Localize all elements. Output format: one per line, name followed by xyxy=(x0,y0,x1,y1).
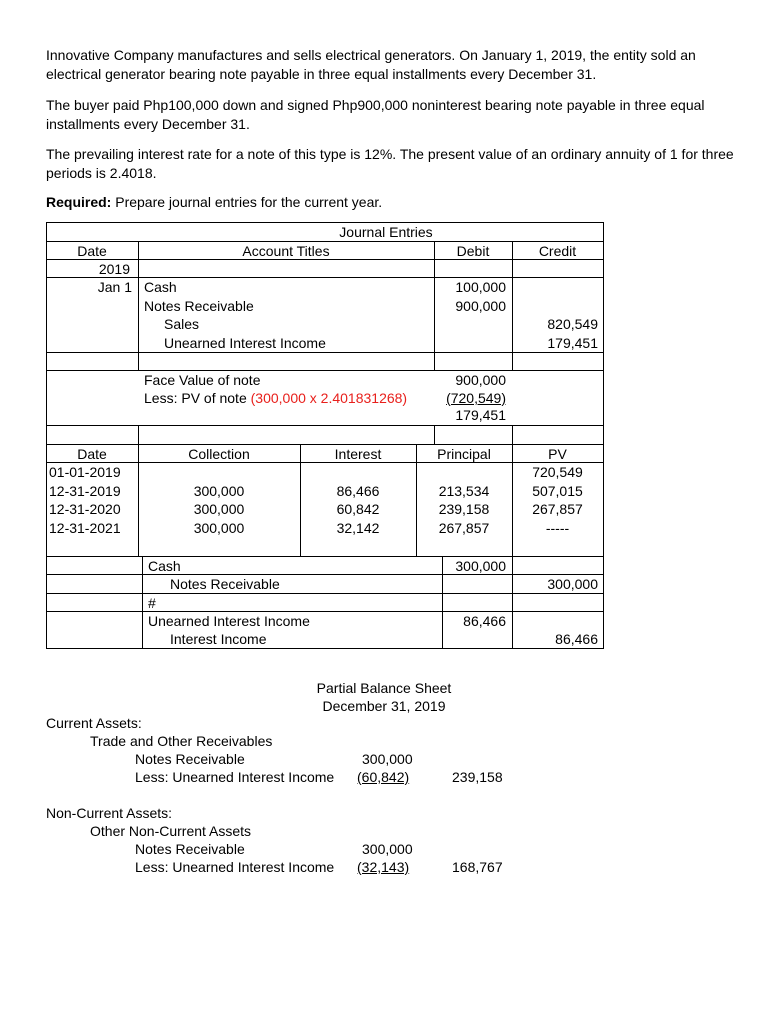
current-less-value: (60,842) xyxy=(357,769,410,785)
required-text: Prepare journal entries for the current year. xyxy=(111,194,383,210)
journal-row-account: Unearned Interest Income xyxy=(164,335,326,351)
entry-debit: 86,466 xyxy=(463,613,506,629)
schedule-interest: 32,142 xyxy=(336,520,380,536)
journal-title: Journal Entries xyxy=(339,224,433,240)
journal-row-account: Notes Receivable xyxy=(144,298,254,314)
schedule-header-pv: PV xyxy=(548,446,567,462)
schedule-pv: 267,857 xyxy=(532,501,583,517)
intro-paragraph-3: The prevailing interest rate for a note of this type is 12%. The present value of an ordinary annuity of 1 for three periods is 2.4018. xyxy=(46,146,734,181)
schedule-principal: 213,534 xyxy=(438,483,490,499)
entry-debit: 300,000 xyxy=(455,558,506,574)
journal-row-credit: 820,549 xyxy=(547,316,598,332)
entry-credit: 86,466 xyxy=(555,631,598,647)
journal-year: 2019 xyxy=(98,261,130,277)
difference-amount: 179,451 xyxy=(455,407,506,423)
entry-account: Cash xyxy=(148,558,181,574)
schedule-pv: ----- xyxy=(545,520,570,536)
journal-row-account: Sales xyxy=(164,316,200,332)
pv-amount: (720,549) xyxy=(446,390,506,406)
pv-formula: (300,000 x 2.401831268) xyxy=(250,390,408,406)
face-value-label: Face Value of note xyxy=(144,372,261,388)
current-group: Trade and Other Receivables xyxy=(90,733,273,749)
header-debit: Debit xyxy=(456,243,490,259)
schedule-collection: 300,000 xyxy=(193,501,245,517)
current-nr-label: Notes Receivable xyxy=(135,751,245,767)
current-nr-value: 300,000 xyxy=(362,751,413,767)
schedule-interest: 86,466 xyxy=(336,483,380,499)
schedule-date: 12-31-2021 xyxy=(49,520,121,536)
journal-date: Jan 1 xyxy=(97,279,132,295)
noncurrent-nr-value: 300,000 xyxy=(362,841,413,857)
schedule-header-collection: Collection xyxy=(188,446,250,462)
schedule-principal: 239,158 xyxy=(438,501,490,517)
balance-sheet-date: December 31, 2019 xyxy=(322,698,446,714)
face-value-amount: 900,000 xyxy=(455,372,506,388)
entry-account: Unearned Interest Income xyxy=(148,613,310,629)
current-net-value: 239,158 xyxy=(452,769,503,785)
noncurrent-nr-label: Notes Receivable xyxy=(135,841,245,857)
schedule-date: 12-31-2019 xyxy=(49,483,121,499)
schedule-header-principal: Principal xyxy=(437,446,491,462)
noncurrent-less-value: (32,143) xyxy=(357,859,410,875)
journal-row-debit: 100,000 xyxy=(455,279,506,295)
journal-row-account: Cash xyxy=(144,279,177,295)
schedule-date: 01-01-2019 xyxy=(49,464,121,480)
schedule-pv: 507,015 xyxy=(532,483,583,499)
header-credit: Credit xyxy=(538,243,577,259)
schedule-interest: 60,842 xyxy=(336,501,380,517)
schedule-header-interest: Interest xyxy=(334,446,382,462)
entry-account: # xyxy=(148,595,156,611)
schedule-collection: 300,000 xyxy=(193,483,245,499)
header-date: Date xyxy=(77,243,107,259)
journal-row-credit: 179,451 xyxy=(547,335,598,351)
pv-label: Less: PV of note xyxy=(144,390,251,406)
balance-sheet-title: Partial Balance Sheet xyxy=(316,680,452,696)
intro-paragraph-2: The buyer paid Php100,000 down and signed Php900,000 noninterest bearing note payable in three equal installments every December 31. xyxy=(46,97,705,132)
noncurrent-less-label: Less: Unearned Interest Income xyxy=(135,859,335,875)
noncurrent-net-value: 168,767 xyxy=(452,859,503,875)
intro-paragraph-1: Innovative Company manufactures and sells electrical generators. On January 1, 2019, the entity sold an electrical generator bearing note payable in three equal installments every December 31. xyxy=(46,47,696,82)
schedule-principal: 267,857 xyxy=(438,520,490,536)
noncurrent-assets-heading: Non-Current Assets: xyxy=(46,805,173,821)
journal-row-debit: 900,000 xyxy=(455,298,506,314)
entry-credit: 300,000 xyxy=(547,576,598,592)
current-assets-heading: Current Assets: xyxy=(46,715,142,731)
header-account-titles: Account Titles xyxy=(242,243,330,259)
schedule-header-date: Date xyxy=(77,446,107,462)
schedule-date: 12-31-2020 xyxy=(49,501,121,517)
schedule-collection: 300,000 xyxy=(193,520,245,536)
pv-line xyxy=(144,389,407,407)
entry-account: Notes Receivable xyxy=(170,576,280,592)
noncurrent-group: Other Non-Current Assets xyxy=(90,823,252,839)
required-line xyxy=(46,193,736,212)
schedule-pv: 720,549 xyxy=(532,464,583,480)
current-less-label: Less: Unearned Interest Income xyxy=(135,769,335,785)
required-label: Required: xyxy=(46,194,112,210)
entry-account: Interest Income xyxy=(170,631,267,647)
